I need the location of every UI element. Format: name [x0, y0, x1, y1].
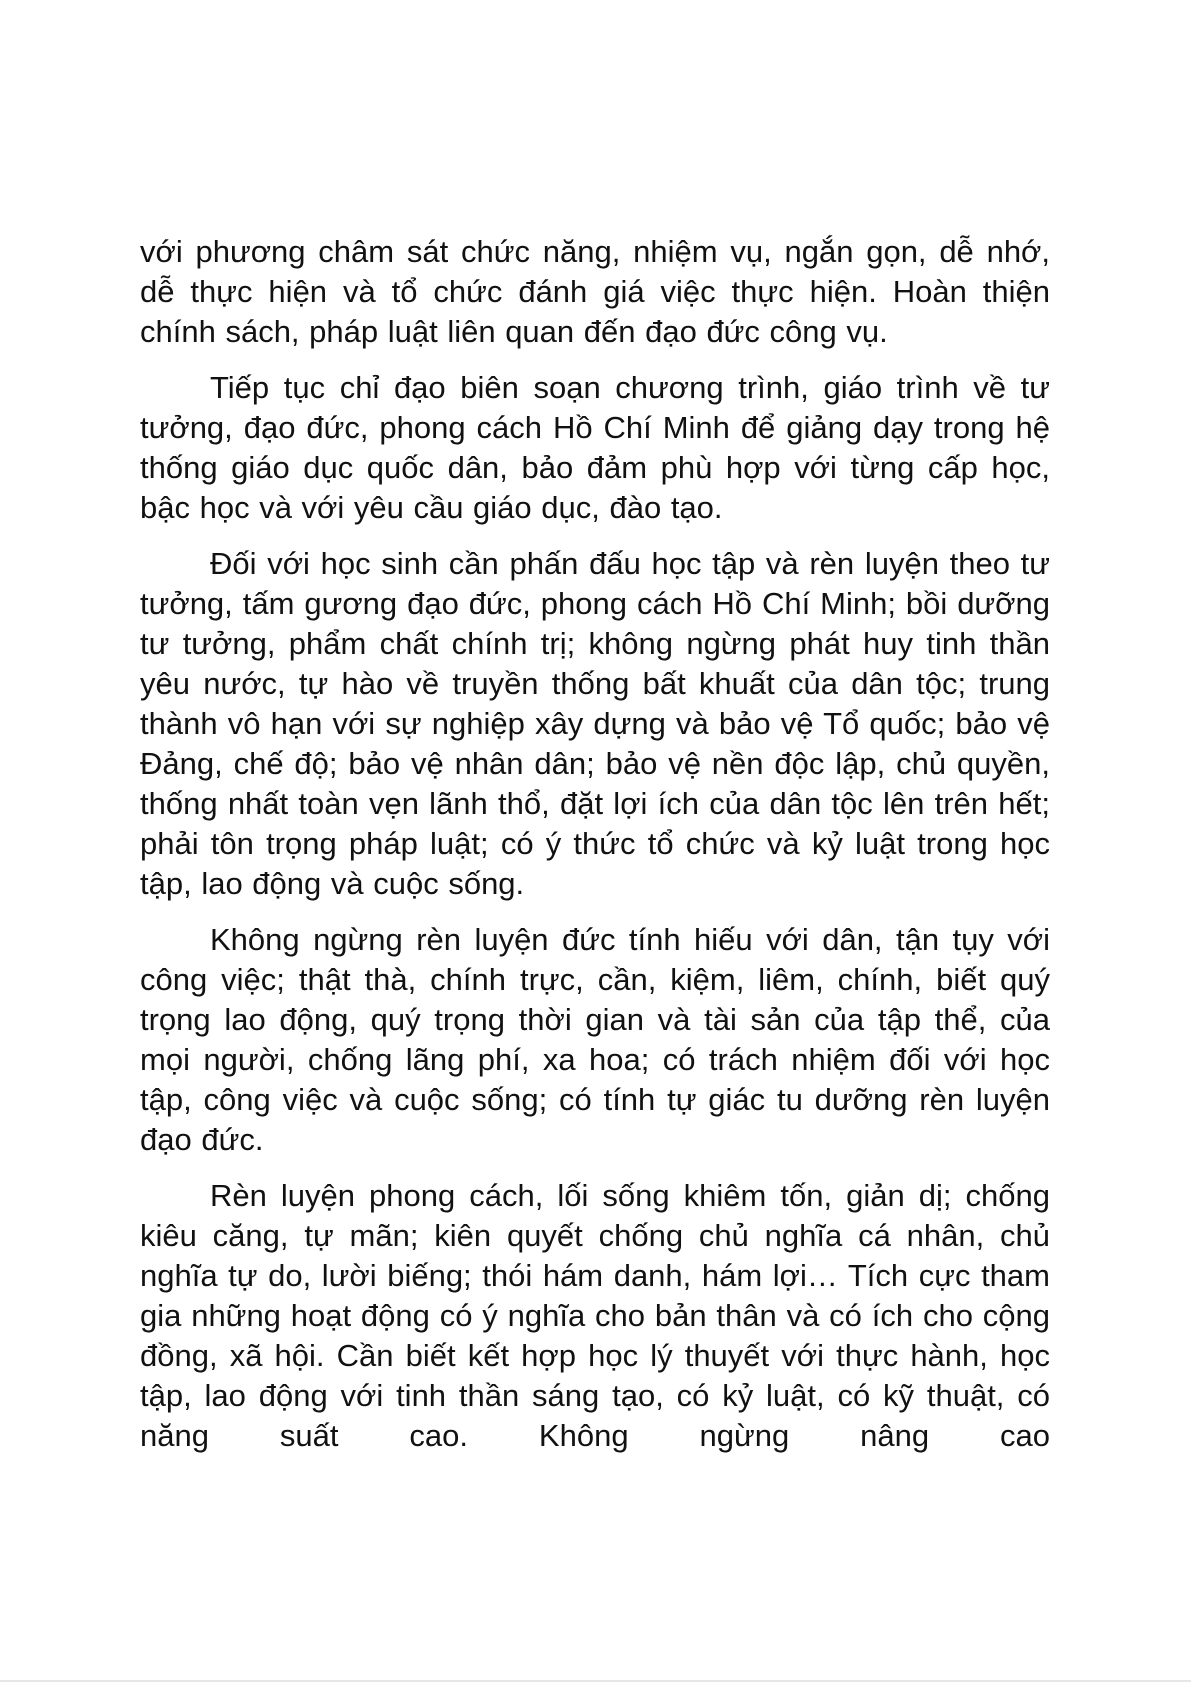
page-bottom-edge	[0, 1680, 1191, 1682]
paragraph-virtues: Không ngừng rèn luyện đức tính hiếu với dân, tận tụy với công việc; thật thà, chính trực, cần, kiệm, liêm, chính, biết quý trọng lao động, quý trọng thời gian và tài sản của tập thể, của mọi người, chống lãng phí, xa hoa; có trách nhiệm đối với học tập, công việc và cuộc sống; có tính tự giác tu dưỡng rèn luyện đạo đức.	[140, 922, 1050, 1157]
document-page	[140, 232, 1050, 1472]
paragraph-continued: với phương châm sát chức năng, nhiệm vụ, ngắn gọn, dễ nhớ, dễ thực hiện và tổ chức đánh giá việc thực hiện. Hoàn thiện chính sách, pháp luật liên quan đến đạo đức công vụ.	[140, 234, 1050, 349]
paragraph-lifestyle: Rèn luyện phong cách, lối sống khiêm tốn, giản dị; chống kiêu căng, tự mãn; kiên quyết chống chủ nghĩa cá nhân, chủ nghĩa tự do, lười biếng; thói hám danh, hám lợi… Tích cực tham gia những hoạt động có ý nghĩa cho bản thân và có ích cho cộng đồng, xã hội. Cần biết kết hợp học lý thuyết với thực hành, học tập, lao động với tinh thần sáng tạo, có kỷ luật, có kỹ thuật, có năng suất cao. Không ngừng nâng cao	[140, 1178, 1050, 1453]
paragraph-students: Đối với học sinh cần phấn đấu học tập và rèn luyện theo tư tưởng, tấm gương đạo đức, phong cách Hồ Chí Minh; bồi dưỡng tư tưởng, phẩm chất chính trị; không ngừng phát huy tinh thần yêu nước, tự hào về truyền thống bất khuất của dân tộc; trung thành vô hạn với sự nghiệp xây dựng và bảo vệ Tổ quốc; bảo vệ Đảng, chế độ; bảo vệ nhân dân; bảo vệ nền độc lập, chủ quyền, thống nhất toàn vẹn lãnh thổ, đặt lợi ích của dân tộc lên trên hết; phải tôn trọng pháp luật; có ý thức tổ chức và kỷ luật trong học tập, lao động và cuộc sống.	[140, 546, 1050, 901]
paragraph-curriculum: Tiếp tục chỉ đạo biên soạn chương trình, giáo trình về tư tưởng, đạo đức, phong cách Hồ Chí Minh để giảng dạy trong hệ thống giáo dục quốc dân, bảo đảm phù hợp với từng cấp học, bậc học và với yêu cầu giáo dục, đào tạo.	[140, 370, 1050, 525]
